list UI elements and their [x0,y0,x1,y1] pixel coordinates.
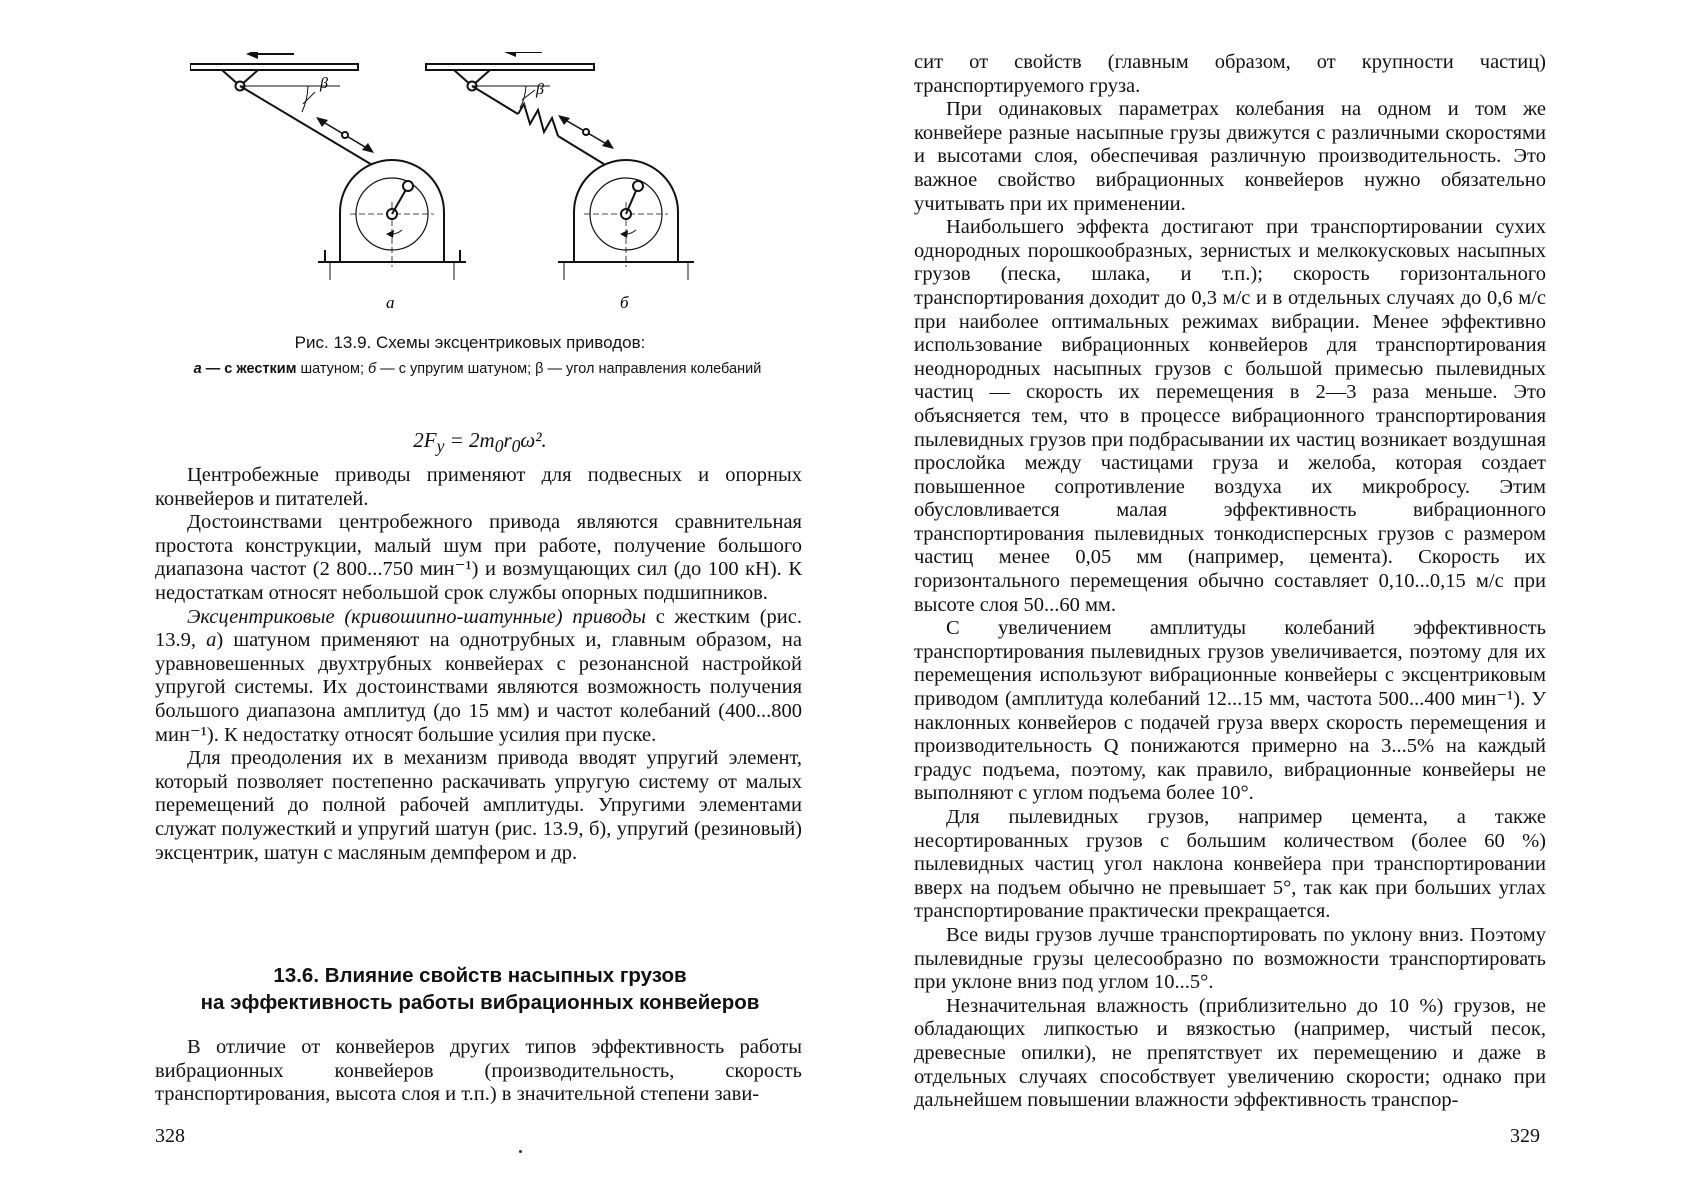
paragraph: Для преодоления их в механизм привода вводят упругий элемент, который позволяет постепенно раскачивать упругую систему от малых перемещений до полной рабочей амплитуды. Упругими элементами служат полужесткий и упругий шатун (рис. 13.9, б), упругий (резиновый) эксцентрик, шатун с масляным демпфером и др. [155,747,802,864]
trough-a [190,64,358,70]
left-body-text-bottom [155,1036,802,1107]
right-page [841,0,1682,1194]
paragraph: Достоинствами центробежного привода являются сравнительная простота конструкции, малый шум при работе, получение большого диапазона частот (2 800...750 мин⁻¹) и возмущающих сил (до 100 кН). К недостаткам относят небольшой срок службы опорных подшипников. [155,511,802,604]
eccentric-drive-figure [190,52,770,322]
italic-lead: Эксцентриковые (кривошипно-шатунные) приводы [187,605,646,628]
paragraph: В отличие от конвейеров других типов эффективность работы вибрационных конвейеров (производительность, скорость транспортирования, высота слоя и т.п.) в значительной степени зави- [155,1036,802,1106]
figure-drawing [190,52,770,322]
trough-b [426,64,594,70]
formula: $2F_у = 2m_0r_0\omega^2$. [413,428,547,457]
paragraph: При одинаковых параметрах колебания на одном и том же конвейере разные насыпные грузы движутся с различными скоростями и высотами слоя, обеспечивая различную производительность. Это важное свойство вибрационных конвейеров нужно обязательно учитывать при их применении. [914,98,1546,215]
paragraph: Все виды грузов лучше транспортировать по уклону вниз. Поэтому пылевидные грузы целесообразно по возможности транспортировать при уклоне вниз под углом 10...5°. [914,923,1546,994]
right-body-text [914,51,1546,1113]
label-a: а [386,293,395,312]
legend-a-rest: шатуном; [296,361,368,377]
print-dot [519,1150,522,1153]
paragraph: Незначительная влажность (приблизительно до 10 %) грузов, не обладающих липкостью и вязкостью (например, чистый песок, древесные опилки), не препятствует их перемещению и даже в отдельных случаях способствует увеличению скорости; однако при дальнейшем повышении влажности эффективность транспор- [914,994,1546,1112]
legend-b-letter: б [368,361,377,377]
paragraph: Центробежные приводы применяют для подвесных и опорных конвейеров и питателей. [155,464,802,510]
elastic-rod-b [472,86,518,114]
legend-b-text: — с упругим шатуном; β — угол направления колебаний [376,361,762,377]
paragraph: Эксцентриковые (кривошипно-шатунные) приводы с жестким (рис. 13.9, а) шатуном применяют на однотрубных и, главным образом, на уравновешенных двухтрубных конвейерах с резонансной настройкой упругой системы. Их достоинствами являются возможность получения большого диапазона амплитуд (до 15 мм) и частот колебаний (400...800 мин⁻¹). К недостатку относят большие усилия при пуске. [155,605,803,746]
paragraph: С увеличением амплитуды колебаний эффективность транспортирования пылевидных грузов увеличивается, поэтому для их перемещения используют вибрационные конвейеры с эксцентриковым приводом (амплитуда колебаний 12...15 мм, частота 500...400 мин⁻¹). У наклонных конвейеров с подачей груза вверх скорость перемещения и производительность Q понижаются примерно на 3...5% на каждый градус подъема, поэтому, как правило, вибрационные конвейеры не выполняют с углом подъема более 10°. [914,617,1546,805]
paragraph: Для пылевидных грузов, например цемента, а также несортированных грузов с большим количеством (более 60 %) пылевидных частиц угол наклона конвейера при транспортировании вверх на подъем обычно не превышает 5°, так как при больших углах транспортирование практически прекращается. [914,806,1546,923]
beta-label-b: β [536,81,544,98]
beta-label-a: β [320,75,328,92]
figure-caption-title: Рис. 13.9. Схемы эксцентриковых приводов: [294,333,646,352]
paragraph: Наибольшего эффекта достигают при транспортировании сухих однородных порошкообразных, зернистых и мелкокусковых насыпных грузов (песка, шлака, и т.п.); скорость горизонтального транспортирования доходит до 0,3 м/с и в отдельных случаях до 0,6 м/с при наиболее оптимальных режимах вибрации. Менее эффективно использование вибрационных конвейеров для транспортирования неоднородных насыпных грузов с большой примесью пылевидных частиц — скорость их перемещения в 2—3 раза меньше. Это объясняется тем, что в процессе вибрационного транспортирования пылевидных грузов при подбрасывании их частиц возникает воздушная прослойка между частицами груза и желоба, которая создает повышенное сопротивление воздуха их микробросу. Этим обусловливается малая эффективность вибрационного транспортирования пылевидных тонкодисперсных грузов с размером частиц менее 0,05 мм (например, цемента). Скорость их горизонтального перемещения обычно составляет 0,10...0,15 м/с при высоте слоя 50...60 мм. [914,216,1546,616]
page-number-right: 329 [1510,1125,1540,1147]
label-b: б [620,293,629,312]
legend-a-text: — с жестким [201,361,297,377]
section-heading: 13.6. Влияние свойств насыпных грузов на эффективность работы вибрационных конвейеров [200,964,760,1014]
page-number-left: 328 [155,1125,185,1147]
spring-b [518,104,558,136]
left-body-text [155,464,802,865]
paragraph: сит от свойств (главным образом, от крупности частиц) транспортируемого груза. [914,51,1546,97]
legend-a-letter: а [193,361,202,377]
figure-caption-legend [150,360,805,379]
